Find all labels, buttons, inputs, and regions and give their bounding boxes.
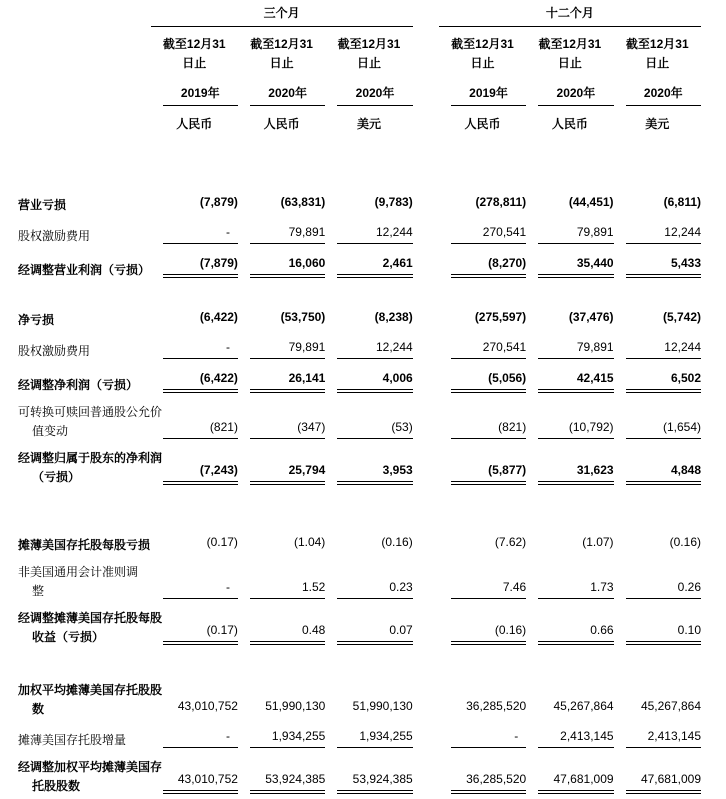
col-header-date: 截至12月31 [538, 37, 602, 51]
column-gap [413, 671, 439, 717]
cell-value: (7.62) [494, 535, 527, 549]
row-label: 股权激励费用 [18, 344, 91, 358]
row-label-line2: 托股股数 [32, 779, 81, 793]
cell-value: (7,879) [163, 256, 238, 278]
cell-value: (821) [163, 420, 238, 439]
cell-value: 36,285,520 [451, 772, 526, 794]
cell-value: 25,794 [250, 463, 325, 485]
cell-value: 36,285,520 [466, 699, 527, 713]
column-gap [413, 298, 439, 328]
cell-value: 45,267,864 [640, 699, 701, 713]
column-gap [413, 244, 439, 278]
column-gap [413, 328, 439, 359]
cell-value: 51,990,130 [265, 699, 326, 713]
cell-value: 3,953 [337, 463, 412, 485]
period-group-three-months: 三个月 [151, 4, 413, 27]
cell-value: (53) [337, 420, 412, 439]
cell-value: 1,934,255 [337, 729, 412, 748]
table-row-share-based-compensation [18, 213, 701, 244]
cell-value: - [163, 580, 238, 599]
cell-value: 0.66 [538, 623, 613, 645]
cell-value: 79,891 [538, 225, 613, 244]
cell-value: (63,831) [280, 195, 326, 209]
cell-value: - [163, 340, 238, 359]
cell-value: 53,924,385 [337, 772, 412, 794]
cell-value: (0.16) [669, 535, 701, 549]
table-row-adjusted-net-profit-to-shareholders [18, 439, 701, 485]
col-header-currency: 人民币 [176, 117, 213, 131]
column-gap [413, 393, 439, 439]
row-label: 营业亏损 [18, 198, 67, 212]
col-header-currency: 人民币 [551, 117, 588, 131]
table-row-incremental-diluted-ads [18, 717, 701, 748]
cell-value: 47,681,009 [626, 772, 701, 794]
cell-value: 35,440 [538, 256, 613, 278]
table-row-adjusted-operating-profit [18, 244, 701, 278]
col-header-date: 截至12月31 [162, 37, 226, 51]
col-header-year: 2019年 [451, 84, 526, 106]
cell-value: 16,060 [250, 256, 325, 278]
cell-value: 51,990,130 [352, 699, 413, 713]
cell-value: 47,681,009 [538, 772, 613, 794]
cell-value: (8,270) [451, 256, 526, 278]
cell-value: (1,654) [626, 420, 701, 439]
table-row-net-loss [18, 298, 701, 328]
row-label: 摊薄美国存托股增量 [18, 733, 127, 747]
cell-value: 79,891 [250, 225, 325, 244]
column-gap [413, 439, 439, 485]
header-year-row [18, 71, 701, 106]
col-header-year: 2019年 [163, 84, 238, 106]
col-header-date: 日止 [557, 56, 582, 70]
cell-value: (5,742) [662, 310, 701, 324]
column-gap [413, 717, 439, 748]
cell-value: (275,597) [474, 310, 527, 324]
table-row-adjusted-weighted-average-diluted-ads [18, 748, 701, 794]
row-label: 股权激励费用 [18, 229, 91, 243]
col-header-date: 截至12月31 [337, 37, 401, 51]
col-header-currency: 美元 [645, 117, 670, 131]
column-gap [413, 213, 439, 244]
col-header-currency: 人民币 [464, 117, 501, 131]
cell-value: 1.52 [250, 580, 325, 599]
cell-value: (1.04) [293, 535, 326, 549]
cell-value: 270,541 [451, 340, 526, 359]
column-gap [413, 599, 439, 645]
period-group-row [18, 4, 701, 27]
period-group-twelve-months: 十二个月 [439, 4, 701, 27]
row-label-line1: 非美国通用会计准则调 [18, 565, 139, 579]
table-row-non-gaap-adjustment [18, 553, 701, 599]
cell-value: (6,422) [199, 310, 238, 324]
col-header-date: 日止 [182, 56, 207, 70]
row-label-line1: 可转换可赎回普通股公允价 [18, 405, 163, 419]
cell-value: (0.17) [206, 535, 238, 549]
table-row-share-based-compensation [18, 328, 701, 359]
cell-value: 12,244 [337, 340, 412, 359]
table-row-fair-value-change-preferred-shares [18, 393, 701, 439]
cell-value: (44,451) [568, 195, 614, 209]
cell-value: 45,267,864 [553, 699, 614, 713]
col-header-date: 日止 [470, 56, 495, 70]
cell-value: (821) [451, 420, 526, 439]
cell-value: (5,877) [451, 463, 526, 485]
cell-value: 2,461 [337, 256, 412, 278]
table-row-adjusted-diluted-earnings-per-ads [18, 599, 701, 645]
cell-value: 12,244 [626, 340, 701, 359]
cell-value: 53,924,385 [250, 772, 325, 794]
cell-value: 43,010,752 [177, 699, 238, 713]
column-gap [413, 27, 439, 53]
cell-value: (6,811) [663, 195, 701, 209]
cell-value: (0.17) [163, 623, 238, 645]
cell-value: (0.16) [381, 535, 413, 549]
cell-value: 4,848 [626, 463, 701, 485]
cell-value: 2,413,145 [626, 729, 701, 748]
cell-value: 0.10 [626, 623, 701, 645]
col-header-date: 日止 [357, 56, 382, 70]
cell-value: 270,541 [451, 225, 526, 244]
column-gap [413, 183, 439, 213]
cell-value: (6,422) [163, 371, 238, 393]
cell-value: 0.23 [337, 580, 412, 599]
cell-value: (9,783) [374, 195, 413, 209]
col-header-date: 日止 [269, 56, 294, 70]
header-currency-row [18, 106, 701, 133]
table-row-weighted-average-diluted-ads [18, 671, 701, 717]
column-gap [413, 553, 439, 599]
non-gaap-reconciliation-table [18, 4, 701, 794]
row-label-line2: 数 [32, 702, 45, 716]
cell-value: 12,244 [626, 225, 701, 244]
cell-value: (347) [250, 420, 325, 439]
row-label: 经调整营业利润（亏损） [18, 263, 151, 277]
column-gap [413, 523, 439, 553]
cell-value: (8,238) [374, 310, 413, 324]
col-header-date: 截至12月31 [451, 37, 514, 51]
cell-value: 4,006 [337, 371, 412, 393]
row-label: 摊薄美国存托股每股亏损 [18, 538, 151, 552]
cell-value: (1.07) [582, 535, 614, 549]
cell-value: 26,141 [250, 371, 325, 393]
row-label-line2: 收益（亏损） [32, 630, 105, 644]
col-header-currency: 美元 [357, 117, 382, 131]
cell-value: (5,056) [451, 371, 526, 393]
table-row-adjusted-net-profit [18, 359, 701, 393]
column-gap [413, 106, 439, 133]
cell-value: - [451, 729, 526, 748]
row-label-line1: 经调整加权平均摊薄美国存 [18, 760, 163, 774]
cell-value: (10,792) [538, 420, 613, 439]
cell-value: (7,879) [199, 195, 238, 209]
row-label-line2: （亏损） [32, 470, 81, 484]
cell-value: 2,413,145 [538, 729, 613, 748]
row-label: 净亏损 [18, 313, 55, 327]
column-gap [413, 52, 439, 71]
cell-value: 1.73 [538, 580, 613, 599]
col-header-date: 截至12月31 [250, 37, 313, 51]
cell-value: - [163, 729, 238, 748]
empty-corner [18, 4, 151, 27]
cell-value: 31,623 [538, 463, 613, 485]
col-header-date: 截至12月31 [625, 37, 689, 51]
col-header-date: 日止 [645, 56, 670, 70]
cell-value: (0.16) [451, 623, 526, 645]
table-row-operating-loss [18, 183, 701, 213]
cell-value: - [163, 225, 238, 244]
cell-value: 43,010,752 [163, 772, 238, 794]
col-header-year: 2020年 [337, 84, 412, 106]
cell-value: 5,433 [626, 256, 701, 278]
row-label-line2: 整 [32, 584, 45, 598]
cell-value: 6,502 [626, 371, 701, 393]
cell-value: 0.48 [250, 623, 325, 645]
cell-value: 1,934,255 [250, 729, 325, 748]
col-header-year: 2020年 [626, 84, 701, 106]
column-gap [413, 4, 439, 27]
cell-value: 79,891 [250, 340, 325, 359]
cell-value: (7,243) [163, 463, 238, 485]
header-date-row-2 [18, 52, 701, 71]
row-label-line1: 经调整摊薄美国存托股每股 [18, 611, 163, 625]
col-header-year: 2020年 [250, 84, 325, 106]
row-label: 经调整净利润（亏损） [18, 378, 139, 392]
col-header-year: 2020年 [538, 84, 613, 106]
header-date-row-1 [18, 27, 701, 53]
cell-value: (37,476) [568, 310, 614, 324]
row-label-line1: 加权平均摊薄美国存托股股 [18, 683, 163, 697]
cell-value: 7.46 [451, 580, 526, 599]
column-gap [413, 71, 439, 106]
row-label-line1: 经调整归属于股东的净利润 [18, 451, 163, 465]
cell-value: 12,244 [337, 225, 412, 244]
cell-value: 0.07 [337, 623, 412, 645]
cell-value: 42,415 [538, 371, 613, 393]
cell-value: 0.26 [626, 580, 701, 599]
col-header-currency: 人民币 [263, 117, 300, 131]
cell-value: 79,891 [538, 340, 613, 359]
column-gap [413, 359, 439, 393]
cell-value: (53,750) [280, 310, 326, 324]
table-row-diluted-loss-per-ads [18, 523, 701, 553]
column-gap [413, 748, 439, 794]
cell-value: (278,811) [475, 195, 527, 209]
row-label-line2: 值变动 [32, 424, 69, 438]
